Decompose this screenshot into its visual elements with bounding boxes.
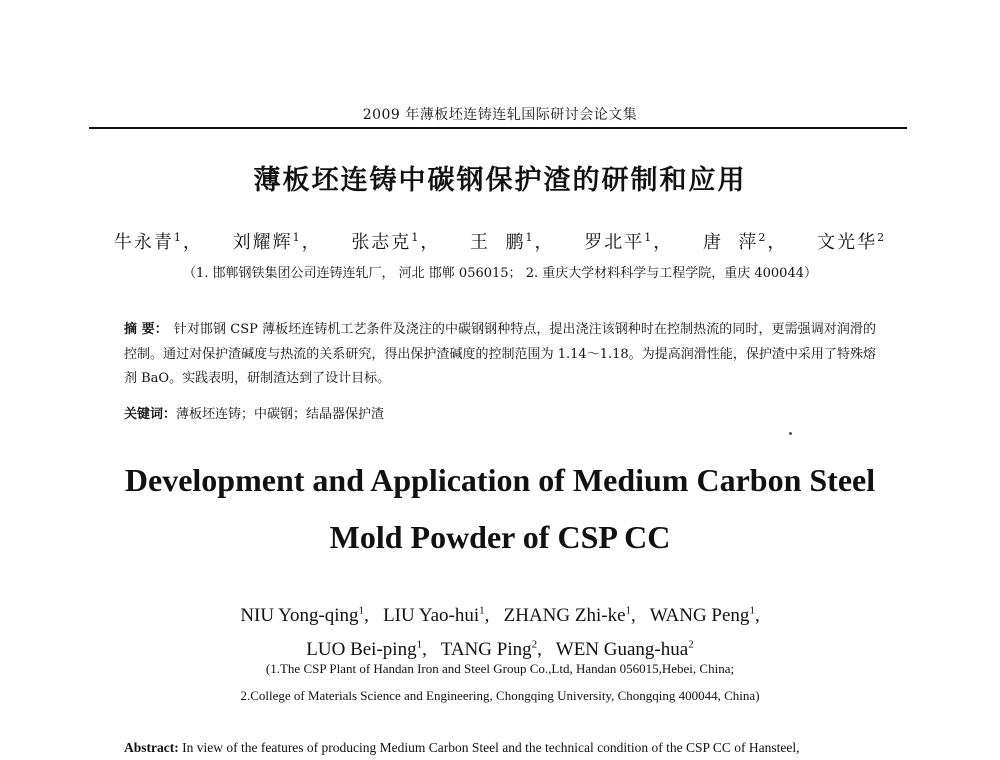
chinese-abstract-text: 针对邯钢 CSP 薄板坯连铸机工艺条件及浇注的中碳钢钢种特点，提出浇注该钢种时在控制热流的同时，更需强调对润滑的控制。通过对保护渣碱度与热流的关系研究，得出保护渣碱度的控制范围为 1.14～1.18。为提高润滑性能，保护渣中采用了特殊熔剂 BaO。实践表明，研制渣达到了设计目标。	[124, 322, 876, 386]
en-author: TANG Ping$^2$,	[440, 638, 542, 660]
chinese-affiliations: （1. 邯郸钢铁集团公司连铸连轧厂， 河北 邯郸 056015； 2. 重庆大学材料科学与工程学院，重庆 400044）	[183, 266, 817, 281]
english-title-line-2: Mold Powder of CSP CC	[329, 519, 671, 555]
english-title-line-1: Development and Application of Medium Carbon Steel	[124, 462, 876, 498]
english-affiliation-1: (1.The CSP Plant of Handan Iron and Steel Group Co.,Ltd, Handan 056015,Hebei, China;	[265, 661, 735, 676]
cn-author: 张志克$^1$，	[351, 231, 441, 253]
english-abstract-label: Abstract:	[124, 740, 179, 755]
chinese-keywords-label: 关键词：	[124, 407, 177, 422]
chinese-authors	[0, 228, 1000, 254]
chinese-abstract	[124, 318, 876, 392]
english-abstract	[124, 740, 904, 756]
cn-author: 罗北平$^1$，	[584, 231, 674, 253]
en-author: ZHANG Zhi-$ke^1$,	[503, 605, 636, 627]
en-author: WANG Peng$^1$,	[649, 605, 760, 627]
en-author: WEN Guang-hua$^2$	[555, 638, 694, 660]
cn-author: 文光华$^2$	[817, 231, 887, 253]
english-authors-line-1	[0, 597, 1000, 630]
header-rule	[89, 127, 907, 129]
chinese-keywords-text: 薄板坯连铸；中碳钢；结晶器保护渣	[176, 407, 385, 422]
scan-speck	[789, 432, 792, 435]
conference-header: 2009 年薄板坯连铸连轧国际研讨会论文集	[362, 107, 638, 123]
chinese-keywords	[124, 403, 384, 422]
chinese-abstract-label: 摘 要：	[124, 322, 168, 337]
en-author: NIU Yong-qing$^1$,	[240, 605, 369, 627]
english-abstract-text: In view of the features of producing Medium Carbon Steel and the technical condition of the CSP CC of Hansteel,	[182, 740, 800, 755]
chinese-title: 薄板坯连铸中碳钢保护渣的研制和应用	[253, 165, 747, 196]
english-affiliations	[0, 655, 1000, 709]
english-authors	[0, 597, 1000, 664]
cn-author: 牛永青$^1$，	[113, 231, 203, 253]
en-author: LIU Yao-hui$^1$,	[383, 605, 490, 627]
en-author: LUO Bei-ping$^1$,	[306, 638, 427, 660]
cn-author: 刘耀辉$^1$，	[232, 231, 322, 253]
english-affiliation-2: 2.College of Materials Science and Engineering, Chongqing University, Chongqing 400044, China)	[240, 688, 760, 703]
cn-author: 唐 萍$^2$，	[702, 231, 788, 253]
cn-author: 王 鹏$^1$，	[470, 231, 555, 253]
